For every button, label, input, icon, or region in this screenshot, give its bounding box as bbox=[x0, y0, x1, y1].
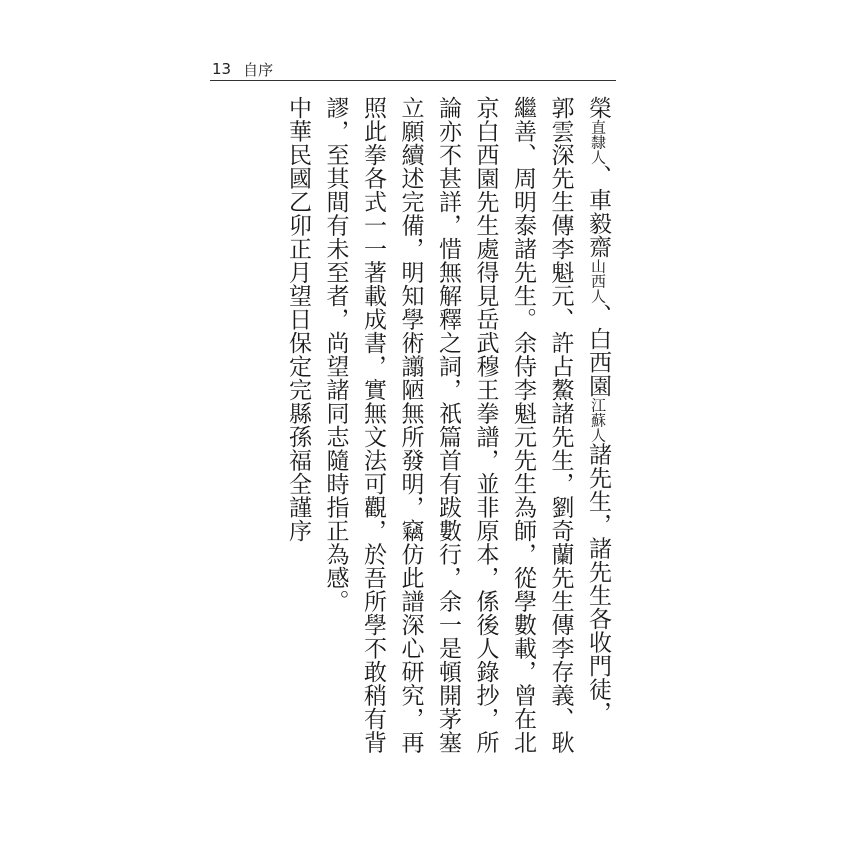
inline-note: 直隸人 bbox=[589, 119, 607, 165]
header-rule bbox=[210, 80, 616, 81]
text-column bbox=[391, 96, 429, 754]
text-column bbox=[504, 96, 542, 754]
preface-text bbox=[285, 96, 616, 754]
text-column bbox=[429, 96, 467, 754]
page-number: 13 bbox=[212, 60, 232, 78]
text-segment: 立願續述完備，明知學術譾陋無所發明，竊仿此譜深心研究，再 bbox=[397, 96, 424, 754]
text-column bbox=[579, 96, 617, 736]
text-segment: 諸先生，諸先生各收門徒， bbox=[585, 442, 611, 725]
text-column bbox=[541, 96, 579, 754]
text-segment: 中華民國乙卯正月望日保定完縣孫福全謹序 bbox=[285, 96, 311, 543]
text-segment: 論亦不甚詳，惜無解釋之詞，祇篇首有跋數行，余一是頓開茅塞 bbox=[435, 96, 461, 754]
text-column bbox=[466, 96, 504, 754]
section-title: 自序 bbox=[243, 60, 274, 79]
text-column bbox=[316, 96, 354, 736]
text-segment: 郭雲深先生傳李魁元、許占鰲諸先生，劉奇蘭先生傳李存義、耿 bbox=[547, 96, 574, 754]
text-segment: 榮 bbox=[585, 96, 611, 120]
text-segment: 繼善、周明泰諸先生。余侍李魁元先生為師，從學數載，曾在北 bbox=[510, 96, 536, 754]
text-segment: 照此拳各式一一著載成書，實無文法可觀，於吾所學不敢稍有背 bbox=[360, 96, 386, 754]
text-segment: 、車毅齋 bbox=[585, 164, 611, 259]
inline-note: 山西人 bbox=[589, 258, 607, 304]
text-column bbox=[279, 96, 317, 736]
text-segment: 謬，至其間有未至者，尚望諸同志隨時指正為感。 bbox=[322, 96, 349, 613]
text-column bbox=[354, 96, 392, 754]
text-segment: 、白西園 bbox=[585, 303, 611, 398]
text-segment: 京白西園先生處得見岳武穆王拳譜，並非原本，係後人錄抄，所 bbox=[472, 96, 499, 754]
page-header bbox=[212, 58, 273, 80]
inline-note: 江蘇人 bbox=[589, 397, 607, 443]
